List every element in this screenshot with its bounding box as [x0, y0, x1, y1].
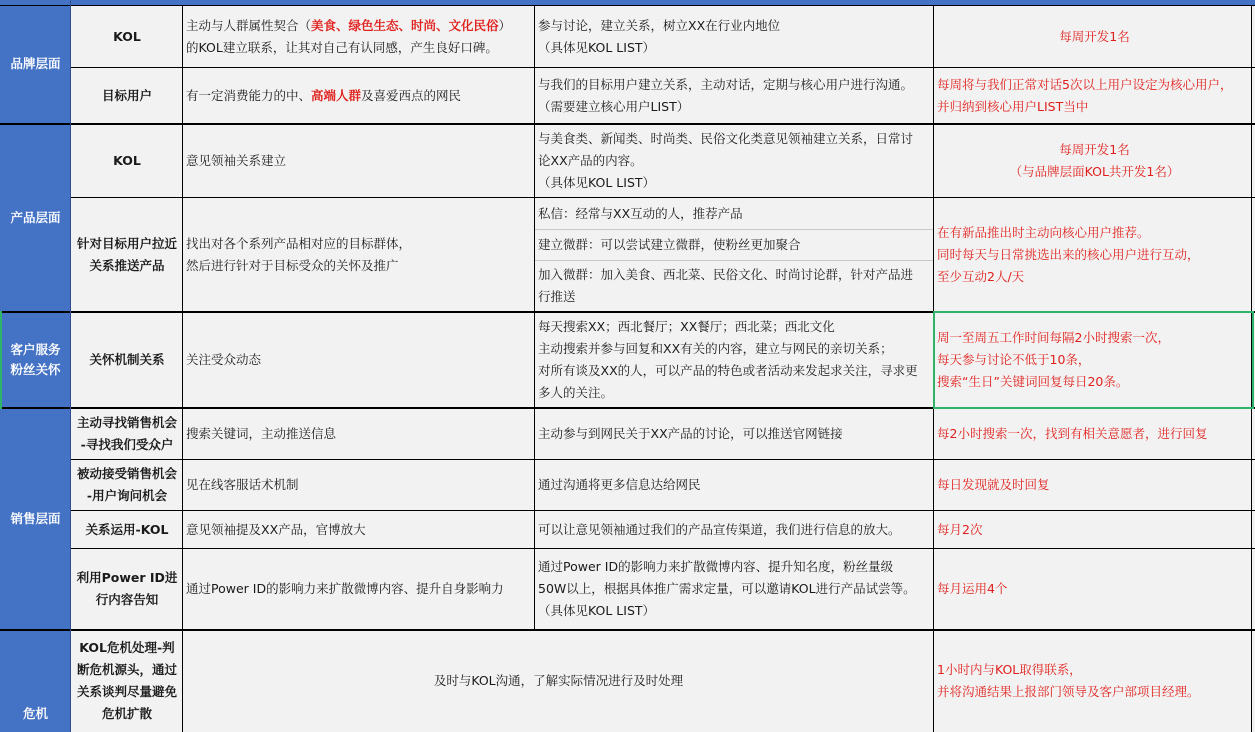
grid-line [0, 123, 1255, 125]
row-brand-kol-kpi: 每周开发1名 [934, 5, 1255, 68]
row-brand-kol-action: 参与讨论，建立关系，树立XX在行业内地位 （具体见KOL LIST） [535, 5, 934, 68]
row-care-desc: 关注受众动态 [183, 312, 535, 407]
row-relation-kol-kpi: 每月2次 [934, 511, 1255, 548]
desc-text: ） 的KOL建立联系，让其对自己有认同感，产生良好口碑。 [186, 17, 512, 55]
category-product: 产品层面 [0, 124, 71, 311]
desc-highlight: 高端人群 [311, 87, 362, 103]
grid-line [534, 5, 535, 630]
row-target-user-desc [183, 68, 535, 123]
desc-text: 有一定消费能力的中、 [186, 87, 312, 103]
category-service: 客户服务 粉丝关怀 [0, 312, 71, 407]
row-push-product-kpi: 在有新品推出时主动向核心用户推荐。 同时每天与日常挑选出来的核心用户进行互动， 至少互动2人/天 [934, 198, 1255, 311]
row-passive-sales-desc: 见在线客服话术机制 [183, 460, 535, 510]
row-brand-kol-desc [183, 5, 535, 68]
row-push-product-label: 针对目标用户拉近 关系推送产品 [71, 198, 183, 311]
desc-text: 主动与人群属性契合（ [186, 17, 312, 33]
row-push-product-action-dm: 私信：经常与XX互动的人，推荐产品 [535, 198, 934, 229]
row-care-action: 每天搜索XX；西北餐厅；XX餐厅；西北菜；西北文化 主动搜索并参与回复和XX有关的内容，建立与网民的亲切关系； 对所有谈及XX的人，可以产品的特色或者活动来发起求关注，寻求更 多人的关注。 [535, 312, 934, 407]
row-target-user-kpi: 每周将与我们正常对话5次以上用户设定为核心用户， 并归纳到核心用户LIST当中 [934, 68, 1255, 123]
grid-line [71, 510, 1255, 511]
category-crisis-label: 危机 [22, 706, 48, 721]
grid-line [71, 459, 1255, 460]
category-selection [0, 311, 72, 409]
row-care-label: 关怀机制关系 [71, 312, 183, 407]
row-crisis-kol-label: KOL危机处理-判 断危机源头，通过 关系谈判尽量避免 危机扩散 [71, 630, 183, 732]
row-power-id-label: 利用Power ID进 行内容告知 [71, 549, 183, 629]
row-relation-kol-action: 可以让意见领袖通过我们的产品宣传渠道，我们进行信息的放大。 [535, 511, 934, 548]
row-brand-kol-label: KOL [71, 5, 183, 68]
row-power-id-action: 通过Power ID的影响力来扩散微博内容、提升知名度，粉丝量级 50W以上，根据具体推广需求定量，可以邀请KOL进行产品试尝等。 （具体见KOL LIST） [535, 549, 934, 629]
row-relation-kol-desc: 意见领袖提及XX产品，官博放大 [183, 511, 535, 548]
grid-line [535, 229, 934, 230]
cell-selection [933, 311, 1254, 409]
category-crisis [0, 630, 71, 732]
row-active-sales-action: 主动参与到网民关于XX产品的讨论，可以推送官网链接 [535, 408, 934, 459]
grid-line [71, 67, 1255, 68]
row-target-user-label: 目标用户 [71, 68, 183, 123]
desc-text: 及喜爱西点的网民 [361, 87, 462, 103]
row-product-kol-action: 与美食类、新闻类、时尚类、民俗文化类意见领袖建立关系，日常讨 论XX产品的内容。 （具体见KOL LIST） [535, 124, 934, 198]
row-push-product-action-join-group: 加入微群：加入美食、西北菜、民俗文化、时尚讨论群，针对产品进 行推送 [535, 260, 934, 311]
row-target-user-action: 与我们的目标用户建立关系，主动对话，定期与核心用户进行沟通。 （需要建立核心用户LIST） [535, 68, 934, 123]
grid-line [0, 5, 1255, 6]
row-push-product-desc: 找出对各个系列产品相对应的目标群体， 然后进行针对于目标受众的关怀及推广 [183, 198, 535, 311]
row-power-id-desc: 通过Power ID的影响力来扩散微博内容、提升自身影响力 [183, 549, 535, 629]
row-active-sales-kpi: 每2小时搜索一次，找到有相关意愿者，进行回复 [934, 408, 1255, 459]
grid-line [535, 260, 934, 261]
row-passive-sales-kpi: 每日发现就及时回复 [934, 460, 1255, 510]
grid-line [71, 548, 1255, 549]
row-active-sales-label: 主动寻找销售机会 -寻找我们受众户 [71, 408, 183, 459]
row-passive-sales-label: 被动接受销售机会 -用户询问机会 [71, 460, 183, 510]
grid-line [182, 5, 183, 732]
grid-line [0, 629, 1255, 631]
row-active-sales-desc: 搜索关键词，主动推送信息 [183, 408, 535, 459]
category-sales: 销售层面 [0, 408, 71, 629]
row-crisis-kol-desc: 及时与KOL沟通，了解实际情况进行及时处理 [183, 630, 934, 732]
category-brand: 品牌层面 [0, 5, 71, 123]
row-care-kpi[interactable]: 周一至周五工作时间每隔2小时搜索一次， 每天参与讨论不低于10条， 搜索“生日”关键词回复每日20条。 [934, 312, 1255, 407]
row-product-kol-kpi: 每周开发1名 （与品牌层面KOL共开发1名） [934, 124, 1255, 198]
row-product-kol-label: KOL [71, 124, 183, 198]
row-power-id-kpi: 每月运用4个 [934, 549, 1255, 629]
row-passive-sales-action: 通过沟通将更多信息达给网民 [535, 460, 934, 510]
row-crisis-kol-kpi: 1小时内与KOL取得联系， 并将沟通结果上报部门领导及客户部项目经理。 [934, 630, 1255, 732]
grid-line [71, 197, 1255, 198]
row-product-kol-desc: 意见领袖关系建立 [183, 124, 535, 198]
desc-highlight: 美食、绿色生态、时尚、文化民俗 [311, 17, 499, 33]
row-relation-kol-label: 关系运用-KOL [71, 511, 183, 548]
row-push-product-action-create-group: 建立微群：可以尝试建立微群，使粉丝更加聚合 [535, 229, 934, 260]
